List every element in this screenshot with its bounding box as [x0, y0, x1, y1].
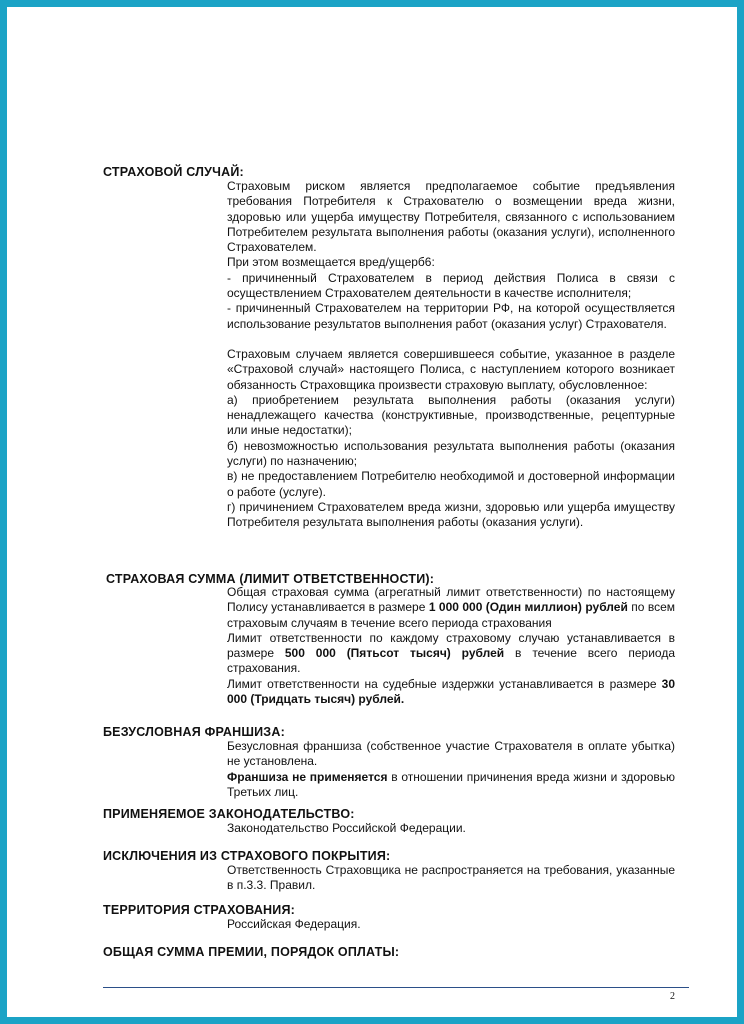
paragraph: - причиненный Страхователем на территории РФ, на которой осуществляется использование результатов выполнения работ (оказания услуг) Страхователя.: [227, 301, 675, 331]
sum-insured-heading: СТРАХОВАЯ СУММА (ЛИМИТ ОТВЕТСТВЕННОСТИ):: [106, 572, 435, 586]
paragraph: Российская Федерация.: [227, 917, 361, 931]
exclusions-text: [227, 863, 675, 894]
paragraph: При этом возмещается вред/ущерб6:: [227, 255, 435, 270]
page-number: 2: [670, 991, 675, 1002]
paragraph: Лимит ответственности по каждому страховому случаю устанавливается в размере 500 000 (Пятьсот тысяч) рублей в течение всего периода страхования.: [227, 630, 675, 676]
paragraph: Безусловная франшиза (собственное участие Страхователя в оплате убытка) не установлена.: [227, 739, 675, 769]
paragraph: в) не предоставлением Потребителю необходимой и достоверной информации о работе (услуге).: [227, 469, 675, 499]
document-page: [7, 7, 737, 1017]
paragraph: - причиненный Страхователем в период действия Полиса в связи с осуществлением Страхователем деятельности в качестве исполнителя;: [227, 270, 675, 301]
law-text: [227, 821, 675, 836]
deductible-heading: БЕЗУСЛОВНАЯ ФРАНШИЗА:: [103, 725, 285, 739]
insured-event-text: [227, 179, 675, 531]
paragraph: Страховым риском является предполагаемое событие предъявления требования Потребителя к Страхователю о возмещении вреда жизни, здоровью или ущерба имуществу Потребителя, связанного с использованием Потребителем результата выполнения работы (оказания услуги), исполненного Страхователем.: [227, 179, 675, 255]
paragraph: Общая страховая сумма (агрегатный лимит ответственности) по настоящему Полису устанавливается в размере 1 000 000 (Один миллион) рублей по всем страховым случаям в течение всего периода страхования: [227, 585, 675, 630]
paragraph: г) причинением Страхователем вреда жизни, здоровью или ущерба имуществу Потребителя результата выполнения работы (оказания услуги).: [227, 499, 675, 530]
law-heading: ПРИМЕНЯЕМОЕ ЗАКОНОДАТЕЛЬСТВО:: [103, 807, 355, 821]
paragraph: Страховым случаем является совершившееся событие, указанное в разделе «Страховой случай» настоящего Полиса, с наступлением которого возникает обязанность Страховщика произвести страховую выплату, обусловленное:: [227, 346, 675, 392]
territory-heading: ТЕРРИТОРИЯ СТРАХОВАНИЯ:: [103, 903, 296, 917]
territory-text: [227, 917, 675, 932]
deductible-text: [227, 739, 675, 800]
insured-event-heading: СТРАХОВОЙ СЛУЧАЙ:: [103, 165, 244, 179]
paragraph: а) приобретением результата выполнения работы (оказания услуги) ненадлежащего качества (конструктивные, производственные, рецептурные или иные недостатки);: [227, 392, 675, 438]
sum-insured-text: [227, 585, 675, 707]
paragraph: б) невозможностью использования результата выполнения работы (оказания услуги) по назначению;: [227, 438, 675, 469]
footer-divider: [103, 987, 689, 988]
exclusions-heading: ИСКЛЮЧЕНИЯ ИЗ СТРАХОВОГО ПОКРЫТИЯ:: [103, 849, 391, 863]
paragraph: Ответственность Страховщика не распространяется на требования, указанные в п.3.3. Правил.: [227, 863, 675, 893]
paragraph: Законодательство Российской Федерации.: [227, 821, 466, 835]
premium-heading: ОБЩАЯ СУММА ПРЕМИИ, ПОРЯДОК ОПЛАТЫ:: [103, 945, 400, 959]
paragraph: Лимит ответственности на судебные издержки устанавливается в размере 30 000 (Тридцать тысяч) рублей.: [227, 676, 675, 707]
paragraph: Франшиза не применяется в отношении причинения вреда жизни и здоровью Третьих лиц.: [227, 769, 676, 799]
